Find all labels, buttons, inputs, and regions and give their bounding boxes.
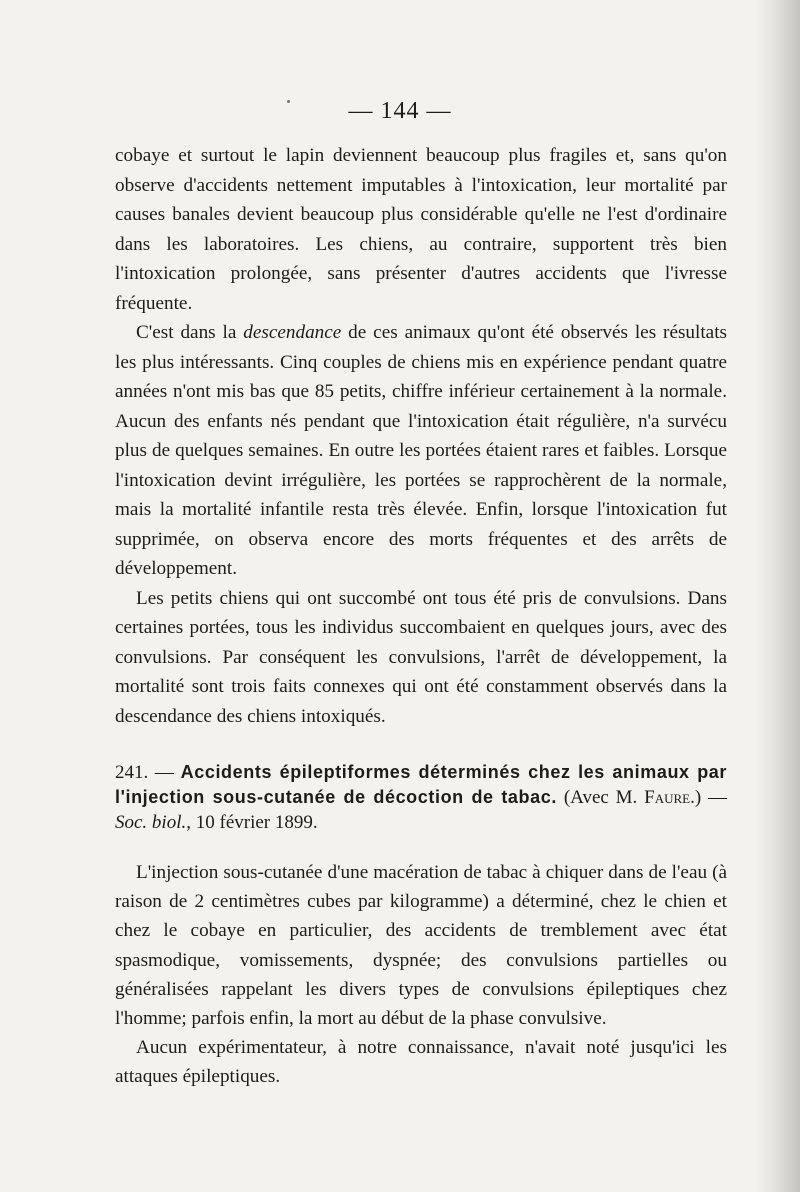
- entry-number: 241. —: [115, 762, 174, 783]
- paragraph-descendance: [115, 318, 727, 584]
- entry-journal: Soc. biol.: [115, 812, 187, 833]
- page-number: — 144 —: [348, 98, 452, 124]
- paragraph-continuation: cobaye et surtout le lapin deviennent beaucoup plus fragiles et, sans qu'on observe d'accidents nettement imputables à l'intoxication, leur mortalité par causes banales devient beaucoup plus considérable qu'elle ne l'est d'ordinaire dans les laboratoires. Les chiens, au contraire, supportent très bien l'intoxication prolongée, sans présenter d'autres accidents que l'ivresse fréquente.: [115, 145, 727, 314]
- body-text: [115, 141, 727, 731]
- emphasis-descendance: descendance: [243, 322, 342, 343]
- entry-paragraph-conclusion: Aucun expérimentateur, à notre connaissance, n'avait noté jusqu'ici les attaques épileptiques.: [115, 1037, 727, 1088]
- entry-body: [115, 858, 727, 1092]
- entry-reference-close: .) —: [690, 787, 728, 808]
- entry-author: Faure: [644, 787, 691, 808]
- page-edge-shadow: [754, 0, 800, 1192]
- entry-title: Accidents épileptiformes déterminés chez les animaux par l'injection sous-cutanée de décoction de tabac.: [115, 762, 728, 807]
- entry-reference-open: (Avec M.: [563, 787, 645, 808]
- paragraph-convulsions: Les petits chiens qui ont succombé ont tous été pris de convulsions. Dans certaines portées, tous les individus succombaient en quelques jours, avec des convulsions. Par conséquent les convulsions, l'arrêt de développement, la mortalité sont trois faits connexes qui ont été constamment observés dans la descendance des chiens intoxiqués.: [115, 587, 727, 727]
- paragraph-text: C'est dans la: [136, 322, 244, 343]
- paragraph-text: de ces animaux qu'ont été observés les résultats les plus intéressants. Cinq couples de chiens mis en expérience pendant quatre années n'ont mis bas que 85 petits, chiffre inférieur certainement à la normale. Aucun des enfants nés pendant que l'intoxication était régulière, n'a survécu plus de quelques semaines. En outre les portées étaient rares et faibles. Lorsque l'intoxication devint irrégulière, les portées se rapprochèrent de la normale, mais la mortalité infantile resta très élevée. Enfin, lorsque l'intoxication fut supprimée, on observa encore des morts fréquentes et des arrêts de développement.: [115, 322, 727, 579]
- entry-heading: [115, 760, 727, 835]
- entry-paragraph-injection: L'injection sous-cutanée d'une macération de tabac à chiquer dans de l'eau (à raison de 2 centimètres cubes par kilogramme) a déterminé, chez le chien et chez le cobaye en particulier, des accidents de tremblement avec état spasmodique, vomissements, dyspnée; des convulsions partielles ou généralisées rappelant les divers types de convulsions épileptiques chez l'homme; parfois enfin, la mort au début de la phase convulsive.: [115, 862, 727, 1030]
- bibliography-entry: [115, 760, 727, 835]
- entry-date: , 10 février 1899.: [186, 812, 318, 833]
